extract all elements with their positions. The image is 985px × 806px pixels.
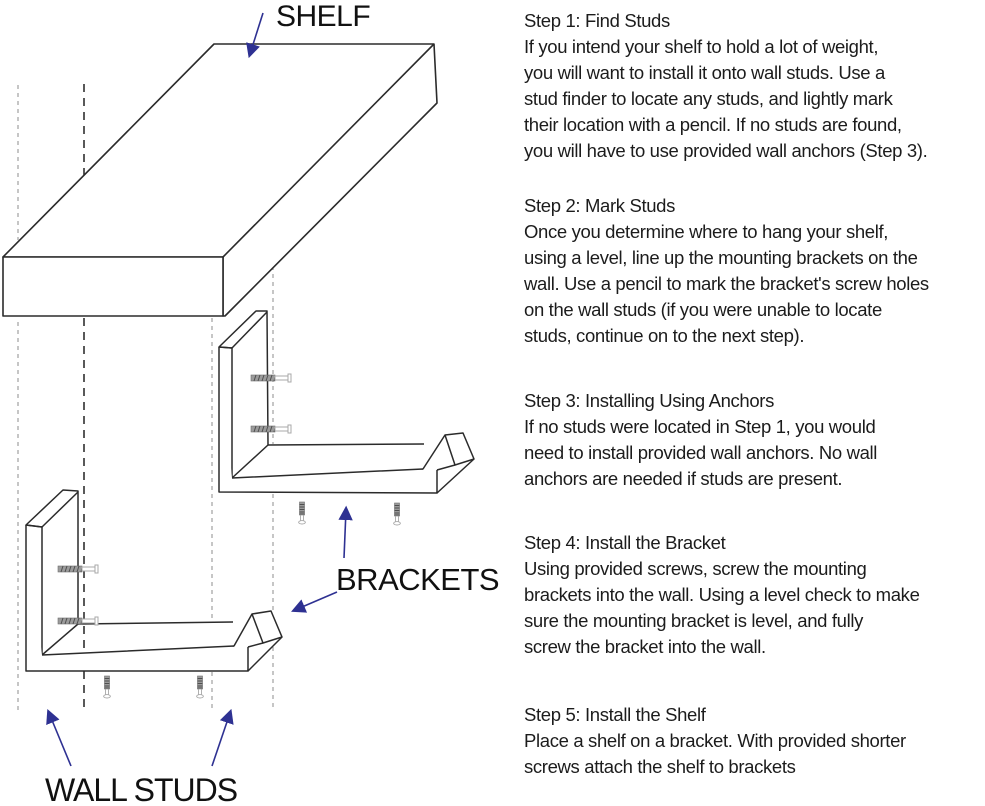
step-2-line: wall. Use a pencil to mark the bracket's screw holes bbox=[524, 273, 929, 294]
step-5-line: Place a shelf on a bracket. With provided shorter bbox=[524, 730, 906, 751]
wall-studs-arrow-right-icon bbox=[212, 713, 230, 766]
wall-studs-arrow-left-icon bbox=[49, 713, 71, 766]
step-5-block bbox=[524, 702, 985, 780]
step-4-line: screw the bracket into the wall. bbox=[524, 636, 766, 657]
step-1-line: stud finder to locate any studs, and lightly mark bbox=[524, 88, 893, 109]
step-1-line: If you intend your shelf to hold a lot of weight, bbox=[524, 36, 879, 57]
step-3-line: If no studs were located in Step 1, you would bbox=[524, 416, 876, 437]
screw-icon bbox=[197, 676, 204, 698]
screw-icon bbox=[251, 374, 291, 382]
step-5-heading: Step 5: Install the Shelf bbox=[524, 704, 706, 725]
step-2-block bbox=[524, 193, 985, 349]
wall-studs-label: WALL STUDS bbox=[45, 772, 238, 806]
screw-icon bbox=[58, 565, 98, 573]
step-1-block bbox=[524, 8, 985, 164]
upper-bracket-drawing bbox=[219, 311, 474, 493]
step-1-line: their location with a pencil. If no studs are found, bbox=[524, 114, 902, 135]
step-2-line: on the wall studs (if you were unable to locate bbox=[524, 299, 882, 320]
step-3-block bbox=[524, 388, 985, 492]
step-5-line: screws attach the shelf to brackets bbox=[524, 756, 796, 777]
screw-icon bbox=[394, 503, 401, 525]
brackets-arrow-up-icon bbox=[344, 510, 346, 558]
step-2-heading: Step 2: Mark Studs bbox=[524, 195, 676, 216]
step-1-line: you will have to use provided wall anchors (Step 3). bbox=[524, 140, 928, 161]
step-3-line: need to install provided wall anchors. No wall bbox=[524, 442, 878, 463]
brackets-arrow-down-icon bbox=[295, 592, 337, 610]
screw-icon bbox=[104, 676, 111, 698]
step-4-line: Using provided screws, screw the mounting bbox=[524, 558, 867, 579]
step-4-heading: Step 4: Install the Bracket bbox=[524, 532, 726, 553]
step-2-line: using a level, line up the mounting brackets on the bbox=[524, 247, 918, 268]
step-3-line: anchors are needed if studs are present. bbox=[524, 468, 843, 489]
step-4-block bbox=[524, 530, 985, 660]
shelf-label: SHELF bbox=[276, 0, 371, 33]
step-1-heading: Step 1: Find Studs bbox=[524, 10, 670, 31]
step-3-heading: Step 3: Installing Using Anchors bbox=[524, 390, 775, 411]
screw-icon bbox=[299, 502, 306, 524]
instructions-column bbox=[524, 0, 985, 806]
step-4-line: sure the mounting bracket is level, and fully bbox=[524, 610, 864, 631]
lower-bracket-drawing bbox=[26, 490, 282, 671]
step-2-line: Once you determine where to hang your shelf, bbox=[524, 221, 889, 242]
screw-icon bbox=[251, 425, 291, 433]
shelf-drawing bbox=[3, 44, 437, 316]
step-1-line: you will want to install it onto wall studs. Use a bbox=[524, 62, 885, 83]
step-2-line: studs, continue on to the next step). bbox=[524, 325, 805, 346]
step-4-line: brackets into the wall. Using a level check to make bbox=[524, 584, 920, 605]
brackets-label: BRACKETS bbox=[336, 562, 500, 597]
